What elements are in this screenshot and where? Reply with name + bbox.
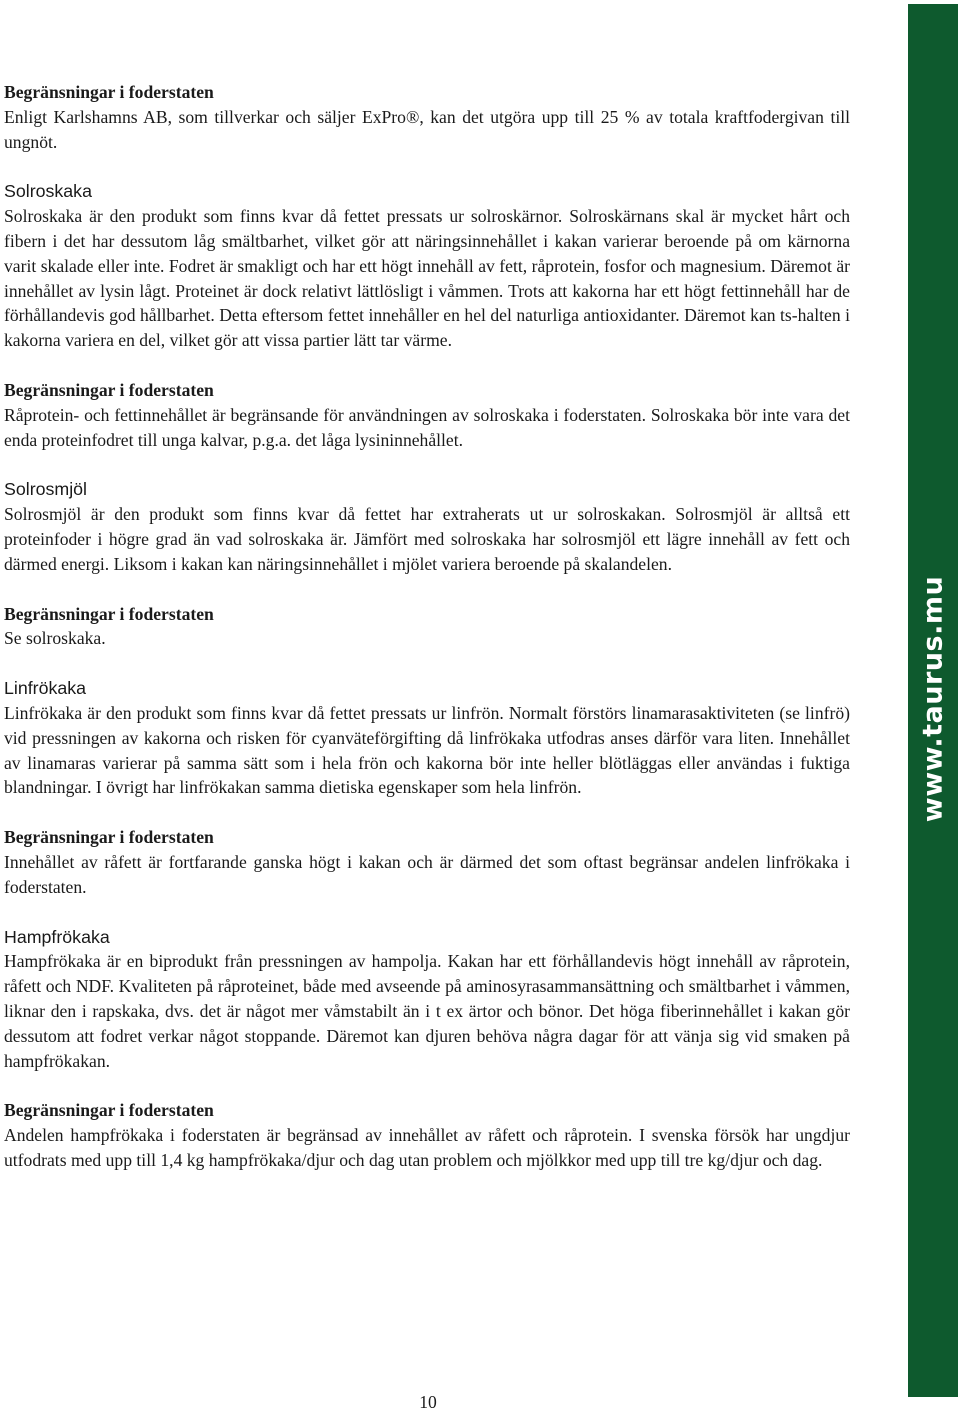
- section-paragraph: Solrosmjöl är den produkt som finns kvar då fettet har extraherats ut ur solroskakan. Solrosmjöl är alltså ett proteinfoder i högre grad än vad solroskaka är. Jämfört med solroskaka har solrosmjöl ett lägre innehåll av fett och därmed energi. Liksom i kakan kan näringsinnehållet i mjölet variera beroende på skalandelen.: [4, 504, 850, 574]
- section-paragraph: Andelen hampfrökaka i foderstaten är begränsad av innehållet av råfett och råprotein. I svenska försök har ungdjur utfodrats med upp till 1,4 kg hampfrökaka/djur och dag utan problem och mjölkkor med upp till tre kg/djur och dag.: [4, 1125, 850, 1170]
- section-begransningar-solroskaka: [4, 378, 850, 452]
- section-heading: Begränsningar i foderstaten: [4, 379, 214, 400]
- section-heading: Begränsningar i foderstaten: [4, 827, 214, 848]
- section-linfrokaka: [4, 676, 850, 800]
- section-paragraph: Se solroskaka.: [4, 628, 106, 649]
- section-heading: Linfrökaka: [4, 678, 87, 699]
- section-begransningar-linfrokaka: [4, 825, 850, 899]
- section-paragraph: Solroskaka är den produkt som finns kvar då fettet pressats ur solroskärnor. Solroskärnans skal är mycket hårt och fibern i det har dessutom låg smältbarhet, vilket gör att näringsinnehållet i kakan varierar beroende på om kärnorna varit skalade eller inte. Fodret är smakligt och har ett högt innehåll av fett, råprotein, fosfor och magnesium. Däremot är innehållet av lysin lågt. Proteinet är dock relativt lättlösligt i våmmen. Trots att kakorna har ett högt fettinnehåll har de förhållandevis god hållbarhet. Detta eftersom fettet innehåller en hel del naturliga antioxidanter. Däremot kan ts-halten i kakorna variera en del, vilket gör att vissa partier lätt tar värme.: [4, 206, 850, 351]
- section-heading: Begränsningar i foderstaten: [4, 82, 214, 102]
- section-heading: Hampfrökaka: [4, 926, 110, 947]
- watermark-url: www.taurus.mu: [917, 575, 949, 823]
- section-begransningar-solrosmjol: [4, 602, 850, 652]
- section-paragraph: Enligt Karlshamns AB, som tillverkar och säljer ExPro®, kan det utgöra upp till 25 % av totala kraftfodergivan till ungnöt.: [4, 106, 850, 152]
- section-hampfrokaka: [4, 925, 850, 1074]
- green-sidebar: [908, 4, 958, 1397]
- section-paragraph: Linfrökaka är den produkt som finns kvar då fettet pressats ur linfrön. Normalt förstörs linamarasaktiviteten (se linfrö) vid pressningen av kakorna och risken för cyanväteförgifting då linfrökaka utfodras anses därför vara liten. Innehållet av linamaras varierar på samma sätt som i hela frön och kakorna bör inte heller blötläggas eller användas i fuktiga blandningar. I övrigt har linfrökakan samma dietiska egenskaper som hela linfrön.: [4, 702, 850, 798]
- section-paragraph: Innehållet av råfett är fortfarande ganska högt i kakan och är därmed det som oftast begränsar andelen linfrökaka i foderstaten.: [4, 851, 850, 897]
- section-paragraph: Hampfrökaka är en biprodukt från pressningen av hampolja. Kakan har ett förhållandevis högt innehåll av råprotein, råfett och NDF. Kvaliteten på råproteinet, både med avseende på aminosyrasammansättning och smältbarhet i våmmen, liknar den i rapskaka, dvs. det är något mer våmstabilt än i t ex ärtor och bönor. Det höga fiberinnehållet i kakan gör dessutom att fodret verkar något stoppande. Däremot kan djuren behöva några dagar för att vänja sig vid smaken på hampfrökakan.: [4, 951, 850, 1071]
- section-paragraph: Råprotein- och fettinnehållet är begränsande för användningen av solroskaka i foderstaten. Solroskaka bör inte vara det enda proteinfodret till unga kalvar, p.g.a. det låga lysininnehållet.: [4, 404, 850, 450]
- section-begransningar-expro: [4, 80, 850, 154]
- section-begransningar-hampfrokaka: [4, 1098, 850, 1172]
- document-body: [4, 80, 850, 1198]
- section-heading: Solroskaka: [4, 181, 92, 202]
- section-solroskaka: [4, 179, 850, 353]
- page-number: 10: [419, 1392, 437, 1412]
- section-heading: Begränsningar i foderstaten: [4, 603, 214, 624]
- section-heading: Begränsningar i foderstaten: [4, 1100, 214, 1121]
- section-solrosmjol: [4, 477, 850, 576]
- section-heading: Solrosmjöl: [4, 479, 88, 500]
